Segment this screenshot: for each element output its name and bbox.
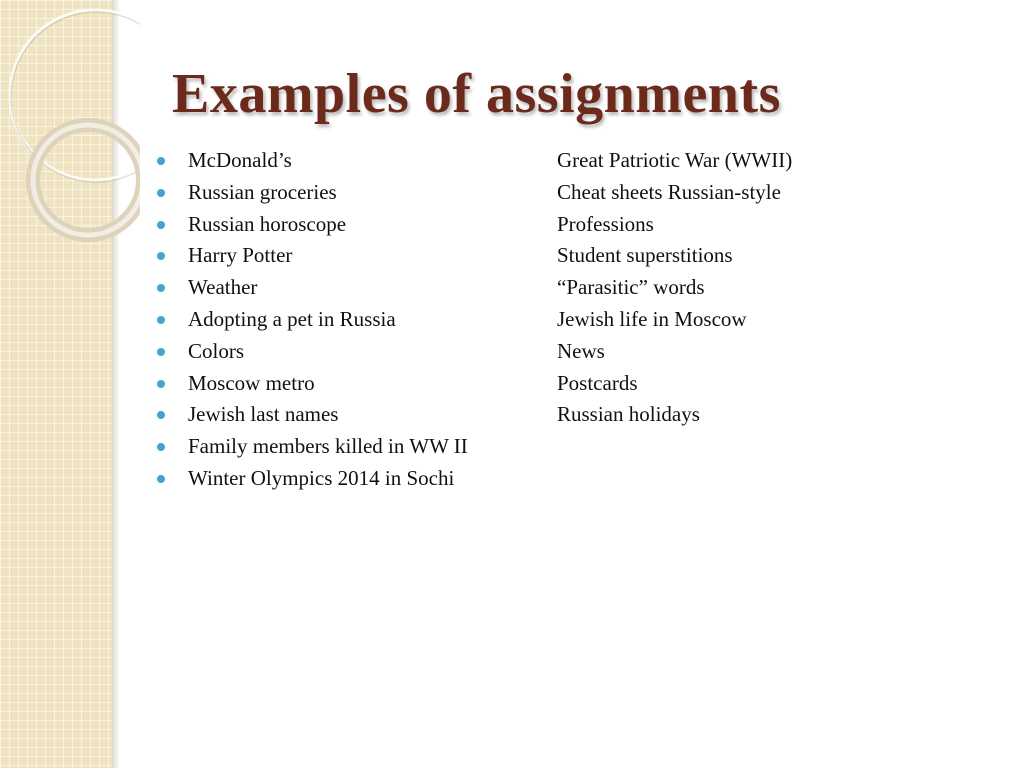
bullet-icon [157,284,165,292]
list-item-text: Student superstitions [557,243,733,268]
list-item-text: News [557,338,605,363]
list-item-text: Professions [557,211,654,236]
bullet-icon [157,443,165,451]
list-item [188,431,548,463]
list-item-text: Russian holidays [557,402,700,427]
list-item [188,145,548,177]
list-item [188,336,548,368]
list-item [557,368,957,400]
bullet-icon [157,189,165,197]
list-item-text: Family members killed in WW II [188,434,468,459]
bullet-icon [157,380,165,388]
decorative-rings [0,0,140,260]
bullet-icon [157,221,165,229]
list-item-text: “Parasitic” words [557,275,705,300]
list-item [557,399,957,431]
list-item-text: Jewish life in Moscow [557,306,747,331]
list-item-text: Harry Potter [188,243,293,268]
slide-title: Examples of assignments [172,63,781,125]
list-item-text: Cheat sheets Russian-style [557,179,781,204]
list-item-text: McDonald’s [188,148,292,172]
list-item-text: Weather [188,275,258,300]
list-item [557,304,957,336]
bullet-icon [157,475,165,483]
list-item-text: Russian horoscope [188,211,347,236]
list-item [188,463,548,495]
bullet-icon [157,252,165,260]
list-item [188,209,548,241]
list-item [557,272,957,304]
list-item-text: Colors [188,338,245,363]
bullet-icon [157,348,165,356]
bullet-icon [157,316,165,324]
list-item-text: Great Patriotic War (WWII) [557,148,793,172]
list-item-text: Jewish last names [188,402,339,427]
list-item [557,209,957,241]
right-text-list [557,145,957,431]
list-item [557,336,957,368]
left-bullet-list [188,145,548,495]
list-item-text: Winter Olympics 2014 in Sochi [188,465,455,490]
list-item-text: Postcards [557,370,638,395]
list-item [188,399,548,431]
bullet-icon [157,411,165,419]
list-item [188,177,548,209]
large-ring-shadow [11,12,140,182]
list-item [188,272,548,304]
list-item [188,240,548,272]
list-item-text: Russian groceries [188,179,337,204]
list-item [188,304,548,336]
list-item-text: Moscow metro [188,370,315,395]
large-ring [10,10,140,180]
list-item [557,240,957,272]
list-item [188,368,548,400]
bullet-icon [157,157,165,165]
list-item [557,177,957,209]
list-item-text: Adopting a pet in Russia [188,306,396,331]
list-item [557,145,957,177]
